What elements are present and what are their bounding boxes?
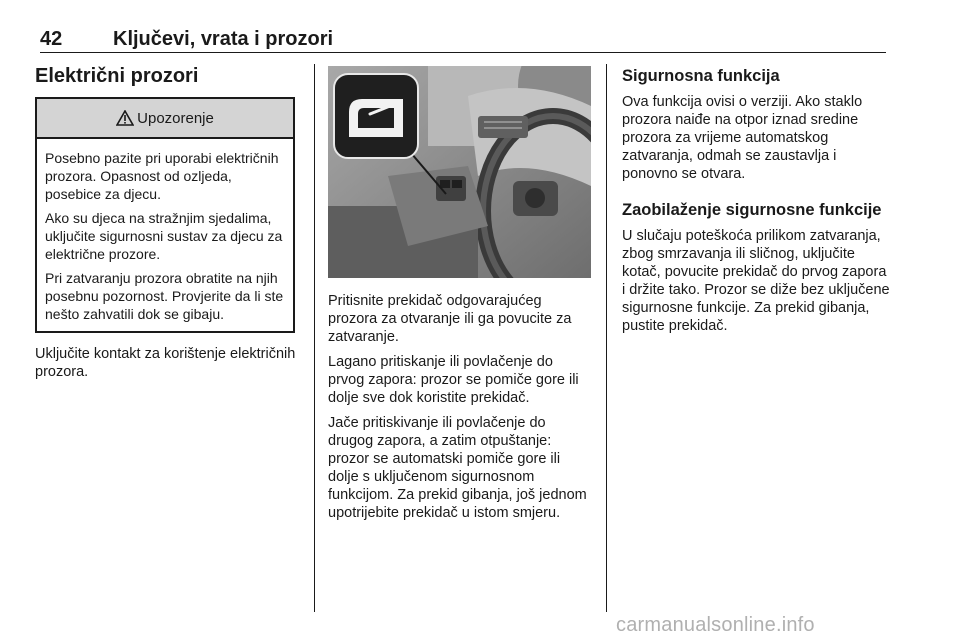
window-switch-photo bbox=[328, 66, 591, 278]
safety-function-text: Ova funkcija ovisi o verziji. Ako staklo prozora naiđe na otpor iznad sredine prozora za vrijeme automatskog zatvaranja, odmah se zaustavlja i ponovno se otvara. bbox=[622, 94, 863, 182]
ignition-note: Uključite kontakt za korištenje električnih prozora. bbox=[35, 346, 296, 380]
override-heading: Zaobilaženje sigurnosne funkcije bbox=[622, 201, 882, 219]
warning-box bbox=[35, 97, 295, 333]
warning-paragraph: Pri zatvaranju prozora obratite na njih posebnu pozornost. Provjerite da li ste nešto zahvatili dok se gibaju. bbox=[45, 270, 284, 322]
running-title: Ključevi, vrata i prozori bbox=[113, 28, 334, 50]
warning-body bbox=[37, 139, 293, 331]
warning-paragraph: Posebno pazite pri uporabi električnih prozora. Opasnost od ozljeda, posebice za djecu. bbox=[45, 150, 279, 202]
override-text: U slučaju poteškoća prilikom zatvaranja, zbog smrzavanja ili sličnog, uključite kotač, povucite prekidač do prvog zapora i držite tako. Prozor se diže bez uključene sigurnosne funkcije. Za prekid gibanja, pustite prekidač. bbox=[622, 228, 890, 334]
warning-header bbox=[37, 99, 293, 139]
door-panel-illustration bbox=[328, 66, 591, 278]
column-left bbox=[35, 64, 299, 388]
warning-paragraph: Ako su djeca na stražnjim sjedalima, uključite sigurnosni sustav za djecu za električne prozore. bbox=[45, 210, 283, 262]
column-divider bbox=[606, 64, 607, 612]
instruction-paragraph: Jače pritiskivanje ili povlačenje do drugog zapora, a zatim otpuštanje: prozor se automatski pomiče gore ili dolje s uključenom sigurnosnom funkcijom. Za prekid gibanja, još jednom upotrijebite prekidač u istom smjeru. bbox=[328, 415, 587, 521]
watermark: carmanualsonline.info bbox=[616, 614, 815, 636]
switch-instructions bbox=[328, 292, 592, 522]
instruction-paragraph: Lagano pritiskanje ili povlačenje do prvog zapora: prozor se pomiče gore ili dolje sve dok koristite prekidač. bbox=[328, 354, 579, 406]
column-right bbox=[622, 66, 890, 342]
header-rule bbox=[40, 52, 886, 53]
column-middle bbox=[328, 66, 592, 529]
page-header bbox=[40, 28, 886, 52]
warning-title: Upozorenje bbox=[137, 109, 214, 127]
page-number: 42 bbox=[40, 28, 63, 50]
instruction-paragraph: Pritisnite prekidač odgovarajućeg prozora za otvaranje ili ga povucite za zatvaranje. bbox=[328, 293, 572, 345]
column-divider bbox=[314, 64, 315, 612]
warning-triangle-icon bbox=[116, 110, 134, 126]
safety-function-heading: Sigurnosna funkcija bbox=[622, 67, 780, 85]
section-title: Električni prozori bbox=[35, 65, 199, 87]
